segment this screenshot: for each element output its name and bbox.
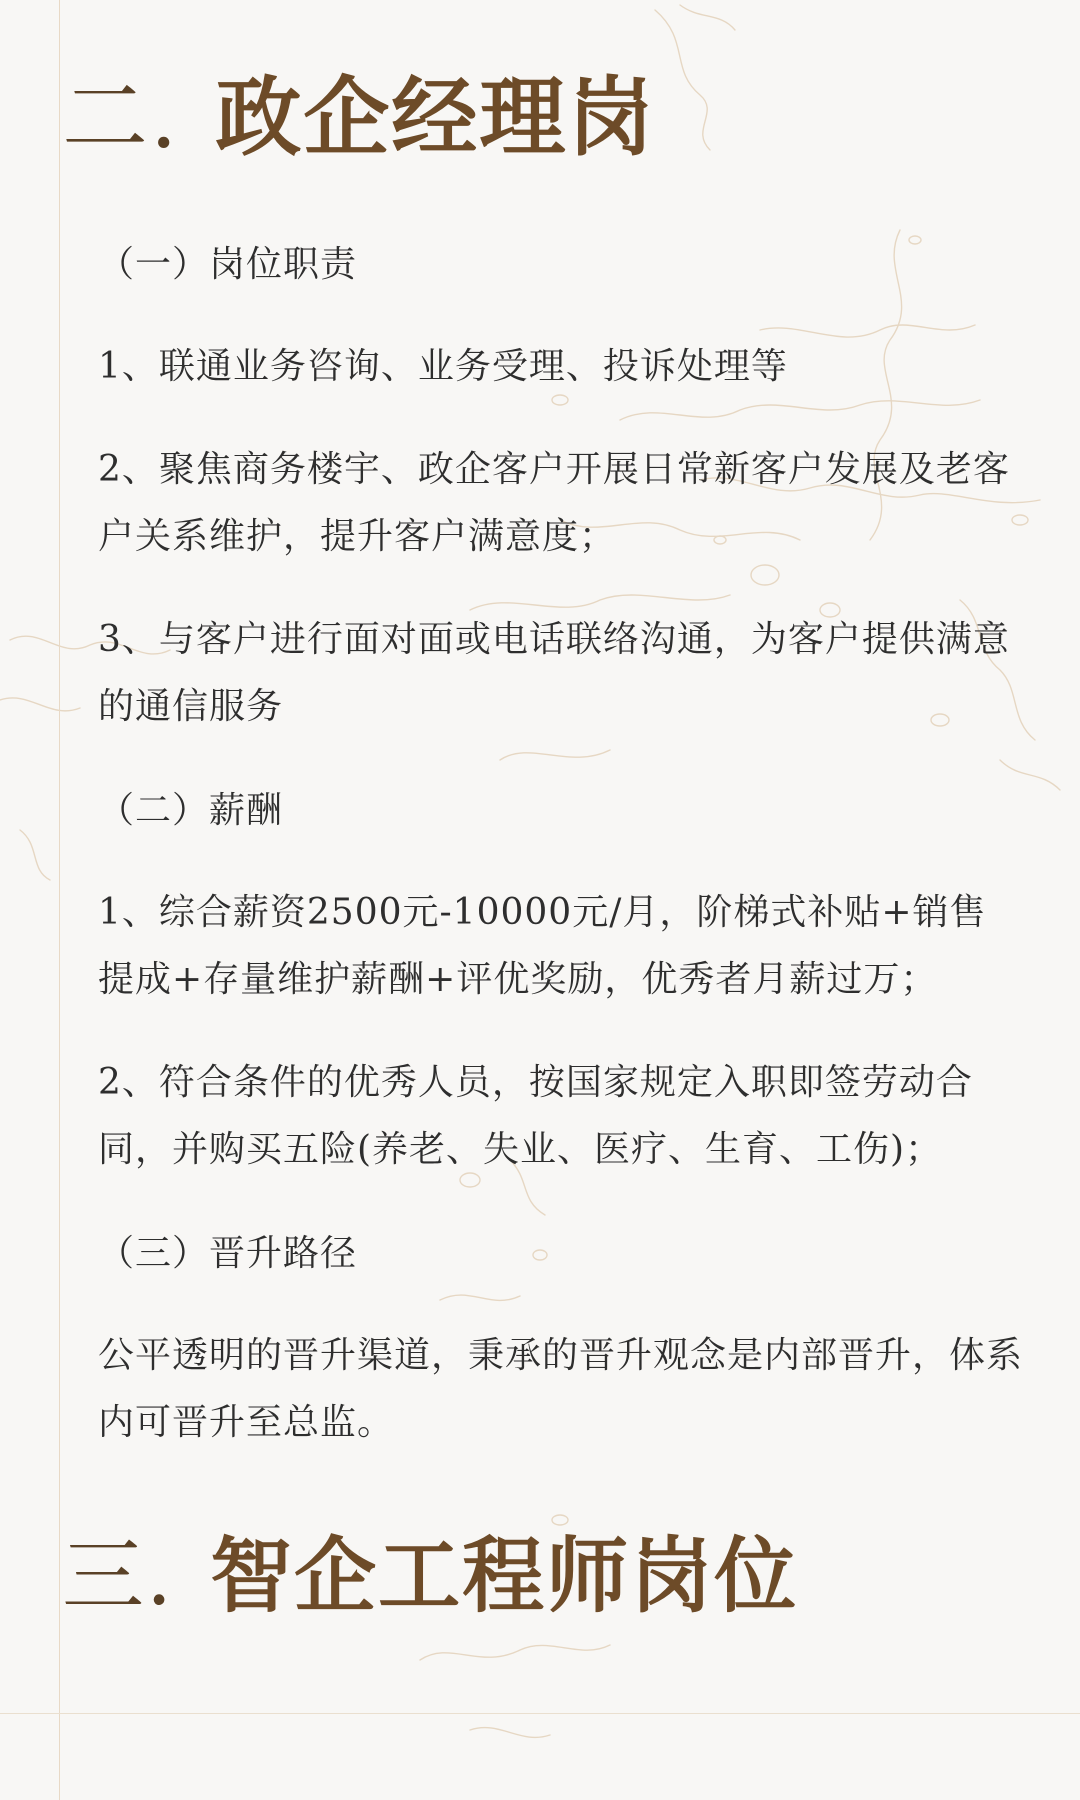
promotion-item-1: 公平透明的晋升渠道，秉承的晋升观念是内部晋升，体系内可晋升至总监。 <box>98 1335 1024 1443</box>
heading-title: 智企工程师岗位 <box>210 1528 799 1624</box>
bottom-margin-rule <box>0 1713 1080 1714</box>
heading-number: 二. <box>62 68 180 168</box>
section-heading-3 <box>62 1528 798 1625</box>
heading-number: 三. <box>62 1529 175 1624</box>
section-heading-2 <box>62 68 655 168</box>
subheading-duties: （一）岗位职责 <box>98 244 358 285</box>
salary-item-2: 2、符合条件的优秀人员，按国家规定入职即签劳动合同，并购买五险(养老、失业、医疗、生育、工伤)； <box>98 1062 973 1170</box>
subheading-promotion: （三）晋升路径 <box>98 1233 358 1274</box>
left-margin-rule <box>59 0 60 1800</box>
heading-title: 政企经理岗 <box>215 67 656 168</box>
salary-item-1: 1、综合薪资2500元-10000元/月，阶梯式补贴+销售提成+存量维护薪酬+评优奖励，优秀者月薪过万； <box>98 892 987 1000</box>
subheading-salary: （二）薪酬 <box>98 790 284 831</box>
duty-item-2: 2、聚焦商务楼宇、政企客户开展日常新客户发展及老客户关系维护，提升客户满意度； <box>98 449 1010 557</box>
duty-item-3: 3、与客户进行面对面或电话联络沟通，为客户提供满意的通信服务 <box>98 619 1010 727</box>
duty-item-1: 1、联通业务咨询、业务受理、投诉处理等 <box>98 346 788 387</box>
